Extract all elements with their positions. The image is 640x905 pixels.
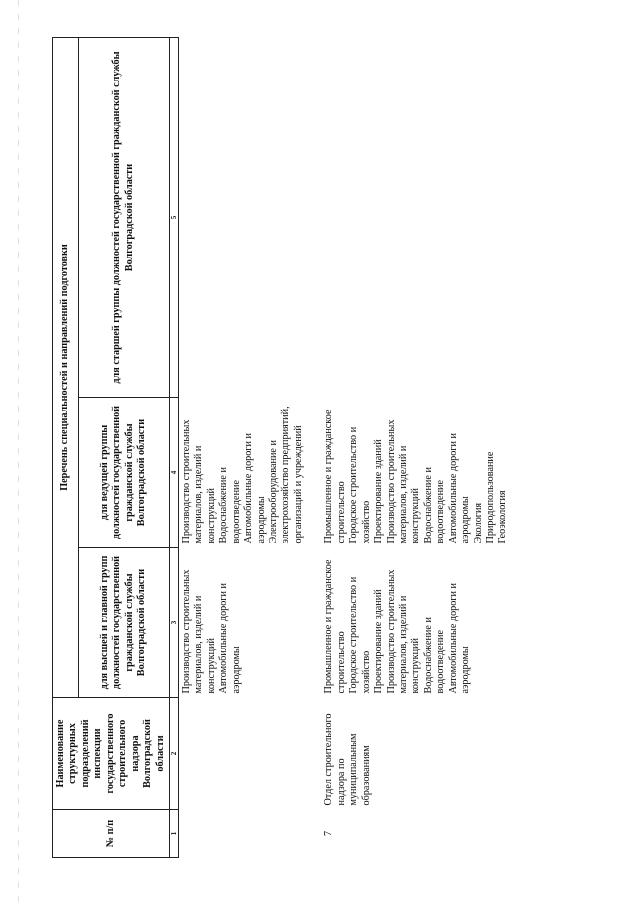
specialty-item: Экология xyxy=(472,502,484,544)
specialty-item: Автомобильные дороги и аэродромы xyxy=(447,583,472,694)
specialties-table xyxy=(52,37,512,858)
col-number: 3 xyxy=(169,548,178,698)
specialties-cell-g1 xyxy=(178,548,307,698)
specialties-cell-g2 xyxy=(178,398,307,548)
header-group-senior: для старшей группы должностей государственной гражданской службы Волгоградской области xyxy=(78,38,169,398)
specialty-item: Электрооборудование и электрохозяйство предприятий, организаций и учреждений xyxy=(268,406,304,544)
specialty-item: Водоснабжение и водоотведение xyxy=(422,617,447,694)
specialty-item: Автомобильные дороги и аэродромы xyxy=(218,583,242,694)
header-specialties-list: Перечень специальностей и направлений подготовки xyxy=(53,38,79,698)
specialty-item: Природопользование xyxy=(485,451,496,544)
specialties-cell-g3 xyxy=(321,38,512,398)
col-number: 2 xyxy=(169,698,178,810)
specialty-item: Промышленное и гражданское строительство xyxy=(323,409,347,544)
subdivision-name-cell: Отдел строительного надзора по муниципальным образованиям xyxy=(323,713,372,806)
specialty-item: Производство строительных материалов, изделий и конструкций xyxy=(385,569,422,694)
table-row xyxy=(178,38,307,858)
specialty-item: Водоснабжение и водоотведение xyxy=(422,467,447,544)
col-number: 1 xyxy=(169,810,178,858)
specialty-item: Проектирование зданий xyxy=(373,589,385,694)
header-subdivision-name: Наименование структурных подразделений инспекции государственного строительного надзора Волгоградской области xyxy=(53,698,170,810)
row-number-cell xyxy=(178,810,307,858)
specialty-item: Проектирование зданий xyxy=(373,439,385,544)
specialty-item: Автомобильные дороги и аэродромы xyxy=(243,433,267,544)
header-group-highest: для высшей и главной групп должностей государственной гражданской службы Волгоградской области xyxy=(78,548,169,698)
row-gap xyxy=(307,38,321,858)
row-number-cell: 7 xyxy=(323,830,335,837)
specialties-cell-g3 xyxy=(178,38,307,398)
specialty-item: Автомобильные дороги и аэродромы xyxy=(447,433,472,544)
col-number: 5 xyxy=(169,38,178,398)
col-number: 4 xyxy=(169,398,178,548)
specialty-item: Геоэкология xyxy=(497,490,509,544)
specialty-item: Производство строительных материалов, изделий и конструкций xyxy=(180,569,217,694)
specialty-item: Производство строительных материалов, изделий и конструкций xyxy=(385,419,422,544)
specialty-item: Промышленное и гражданское строительство xyxy=(323,559,347,694)
header-group-leading: для ведущей группы должностей государственной гражданской службы Волгоградской области xyxy=(78,398,169,548)
specialties-cell-g2 xyxy=(321,398,512,548)
specialty-item: Городское строительство и хозяйство xyxy=(348,576,372,694)
specialties-cell-g1 xyxy=(321,548,512,698)
specialty-item: Производство строительных материалов, изделий и конструкций xyxy=(180,419,217,544)
table-row xyxy=(321,38,512,858)
subdivision-name-cell xyxy=(178,698,307,810)
scan-edge-mark xyxy=(18,0,19,905)
header-row-number: № п/п xyxy=(53,810,170,858)
specialty-item: Городское строительство и хозяйство xyxy=(348,426,372,544)
rotated-page xyxy=(52,38,628,858)
specialty-item: Водоснабжение и водоотведение xyxy=(218,467,242,544)
